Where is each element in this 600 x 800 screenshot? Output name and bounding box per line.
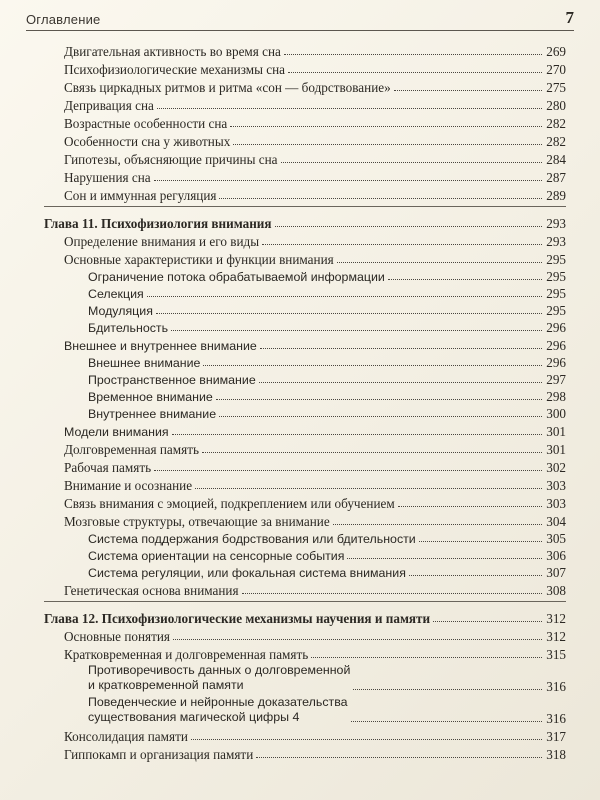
leader-dots	[262, 244, 542, 245]
toc-entry[interactable]	[44, 130, 566, 148]
leader-dots	[173, 639, 542, 640]
toc-entry[interactable]	[44, 438, 566, 456]
leader-dots	[259, 382, 542, 383]
toc-entry[interactable]	[44, 420, 566, 438]
toc-entry-title: Гиппокамп и организация памяти	[64, 746, 254, 762]
toc-entry-title: Мозговые структуры, отвечающие за внимание	[64, 513, 330, 529]
page-number: 7	[565, 8, 574, 27]
toc-subentry[interactable]	[44, 528, 566, 545]
toc-entry-title: Особенности сна у животных	[64, 133, 231, 149]
toc-entry-title-line1: Противоречивость данных о долговременной	[88, 663, 351, 677]
leader-dots	[260, 348, 542, 349]
toc-entry-page: 301	[546, 441, 566, 457]
toc-entry[interactable]	[44, 456, 566, 474]
leader-dots	[154, 470, 542, 471]
leader-dots	[398, 506, 542, 507]
toc-entry[interactable]	[44, 112, 566, 130]
toc-entry[interactable]	[44, 743, 566, 761]
toc-entry-title: Пространственное внимание	[88, 372, 256, 387]
toc-entry-title	[88, 663, 350, 693]
leader-dots	[216, 399, 542, 400]
running-header	[26, 6, 574, 31]
toc-entry-title: Временное внимание	[88, 389, 213, 404]
toc-entry-page: 295	[546, 285, 566, 301]
toc-subentry[interactable]	[44, 369, 566, 386]
chapter-title: Глава 11. Психофизиология внимания	[44, 215, 272, 231]
toc-entry-title: Бдительность	[88, 320, 169, 335]
toc-entry-title: Определение внимания и его виды	[64, 233, 260, 249]
toc-subentry[interactable]	[44, 300, 566, 317]
leader-dots	[219, 416, 542, 417]
leader-dots	[195, 488, 542, 489]
chapter-heading[interactable]	[44, 212, 566, 230]
toc-entry-page: 295	[546, 302, 566, 318]
leader-dots	[157, 108, 542, 109]
toc-entry-title: Система ориентации на сенсорные события	[88, 548, 345, 563]
toc-entry-page: 295	[546, 251, 566, 267]
toc-entry-title: Система поддержания бодрствования или бдительности	[88, 531, 416, 546]
leader-dots	[172, 434, 542, 435]
leader-dots	[154, 180, 542, 181]
toc-entry-page: 317	[546, 728, 566, 744]
toc-entry[interactable]	[44, 492, 566, 510]
toc-entry-title: Нарушения сна	[64, 169, 151, 185]
toc-subentry[interactable]	[44, 317, 566, 334]
toc-entry-title: Внимание и осознание	[64, 477, 193, 493]
toc-entry-title: Гипотезы, объясняющие причины сна	[64, 151, 278, 167]
toc-subentry[interactable]	[44, 661, 566, 693]
leader-dots	[284, 54, 542, 55]
toc-entry-title: Внешнее внимание	[88, 355, 201, 370]
toc-subentry[interactable]	[44, 403, 566, 420]
toc-entry[interactable]	[44, 625, 566, 643]
toc-entry-page: 297	[546, 371, 566, 387]
toc-entry-title: Кратковременная и долговременная память	[64, 646, 309, 662]
leader-dots	[203, 365, 542, 366]
toc-entry[interactable]	[44, 474, 566, 492]
toc-entry-title: Ограничение потока обрабатываемой информации	[88, 269, 385, 284]
toc-entry-title: Рабочая память	[64, 459, 152, 475]
toc-entry-title: Генетическая основа внимания	[64, 582, 239, 598]
toc-entry-title: Внутреннее внимание	[88, 406, 217, 421]
toc-entry[interactable]	[44, 334, 566, 352]
toc-entry-page: 282	[546, 133, 566, 149]
leader-dots	[433, 621, 542, 622]
toc-entry-title: Связь внимания с эмоцией, подкреплением или обучением	[64, 495, 395, 511]
toc-entry[interactable]	[44, 40, 566, 58]
chapter-heading[interactable]	[44, 607, 566, 625]
toc-entry-page: 280	[546, 97, 566, 113]
toc-subentry[interactable]	[44, 352, 566, 369]
leader-dots	[233, 144, 542, 145]
leader-dots	[388, 279, 542, 280]
leader-dots	[230, 126, 542, 127]
leader-dots	[337, 262, 542, 263]
toc-entry-page: 312	[546, 628, 566, 644]
leader-dots	[147, 296, 542, 297]
leader-dots	[288, 72, 542, 73]
toc-entry-page: 298	[546, 388, 566, 404]
toc-entry-page: 316	[546, 678, 566, 694]
toc-entry[interactable]	[44, 725, 566, 743]
toc-entry-page: 296	[546, 354, 566, 370]
toc-subentry[interactable]	[44, 266, 566, 283]
leader-dots	[256, 757, 542, 758]
leader-dots	[333, 524, 542, 525]
toc-entry[interactable]	[44, 76, 566, 94]
toc-entry-page: 303	[546, 477, 566, 493]
table-of-contents	[44, 40, 566, 761]
toc-entry[interactable]	[44, 148, 566, 166]
toc-entry-page: 307	[546, 564, 566, 580]
toc-entry-page: 316	[546, 710, 566, 726]
toc-entry-page: 302	[546, 459, 566, 475]
toc-subentry[interactable]	[44, 283, 566, 300]
toc-entry-title: Психофизиологические механизмы сна	[64, 61, 286, 77]
toc-entry-page: 300	[546, 405, 566, 421]
leader-dots	[353, 689, 542, 690]
leader-dots	[351, 721, 542, 722]
toc-entry-title: Депривация сна	[64, 97, 154, 113]
toc-entry-page: 289	[546, 187, 566, 203]
toc-entry-page: 305	[546, 530, 566, 546]
leader-dots	[394, 90, 542, 91]
leader-dots	[171, 330, 542, 331]
toc-entry-page: 295	[546, 268, 566, 284]
toc-entry-title-line1: Поведенческие и нейронные доказательства	[88, 695, 348, 709]
toc-entry[interactable]	[44, 248, 566, 266]
toc-subentry[interactable]	[44, 693, 566, 725]
toc-entry-page: 287	[546, 169, 566, 185]
toc-entry-page: 308	[546, 582, 566, 598]
chapter-title: Глава 12. Психофизиологические механизмы научения и памяти	[44, 610, 431, 626]
toc-entry-page: 293	[546, 233, 566, 249]
leader-dots	[191, 739, 542, 740]
toc-entry[interactable]	[44, 230, 566, 248]
leader-dots	[275, 226, 542, 227]
toc-entry-title: Сон и иммунная регуляция	[64, 187, 217, 203]
leader-dots	[202, 452, 542, 453]
toc-entry-page: 269	[546, 43, 566, 59]
toc-entry-page: 315	[546, 646, 566, 662]
toc-entry-page: 270	[546, 61, 566, 77]
toc-entry-page: 282	[546, 115, 566, 131]
toc-subentry[interactable]	[44, 386, 566, 403]
toc-entry-title: Основные характеристики и функции внимания	[64, 251, 334, 267]
toc-entry-title: Система регуляции, или фокальная система внимания	[88, 565, 406, 580]
leader-dots	[409, 575, 542, 576]
toc-entry-page: 303	[546, 495, 566, 511]
leader-dots	[311, 657, 542, 658]
toc-entry-page: 275	[546, 79, 566, 95]
toc-entry-title: Возрастные особенности сна	[64, 115, 228, 131]
toc-entry[interactable]	[44, 643, 566, 661]
toc-entry-title: Двигательная активность во время сна	[64, 43, 281, 59]
toc-entry-title: Долговременная память	[64, 441, 199, 457]
toc-subentry[interactable]	[44, 545, 566, 562]
toc-entry-title-line2: и кратковременной памяти	[88, 678, 244, 692]
leader-dots	[156, 313, 542, 314]
toc-entry[interactable]	[44, 579, 566, 597]
leader-dots	[281, 162, 542, 163]
toc-entry[interactable]	[44, 58, 566, 76]
toc-entry-title: Консолидация памяти	[64, 728, 188, 744]
toc-subentry[interactable]	[44, 562, 566, 579]
toc-entry-title: Внешнее и внутреннее внимание	[64, 338, 257, 353]
toc-entry[interactable]	[44, 94, 566, 112]
toc-entry[interactable]	[44, 184, 566, 202]
leader-dots	[419, 541, 542, 542]
toc-entry-page: 284	[546, 151, 566, 167]
toc-entry[interactable]	[44, 166, 566, 184]
toc-entry-page: 318	[546, 746, 566, 762]
toc-entry-title-line2: существования магической цифры 4	[88, 710, 300, 724]
toc-entry-page: 301	[546, 423, 566, 439]
toc-entry-page: 296	[546, 319, 566, 335]
toc-entry-title: Связь циркадных ритмов и ритма «сон — бодрствование»	[64, 79, 391, 95]
chapter-divider	[44, 601, 566, 602]
toc-entry-title	[88, 695, 348, 725]
toc-entry-title: Селекция	[88, 286, 144, 301]
chapter-page: 312	[546, 610, 566, 626]
toc-entry-page: 304	[546, 513, 566, 529]
chapter-divider	[44, 206, 566, 207]
toc-entry-title: Основные понятия	[64, 628, 170, 644]
leader-dots	[347, 558, 542, 559]
toc-entry-page: 306	[546, 547, 566, 563]
leader-dots	[219, 198, 542, 199]
toc-entry-title: Модели внимания	[64, 424, 169, 439]
leader-dots	[242, 593, 542, 594]
running-title: Оглавление	[26, 12, 101, 27]
toc-entry-title: Модуляция	[88, 303, 153, 318]
toc-entry[interactable]	[44, 510, 566, 528]
chapter-page: 293	[546, 215, 566, 231]
toc-entry-page: 296	[546, 337, 566, 353]
